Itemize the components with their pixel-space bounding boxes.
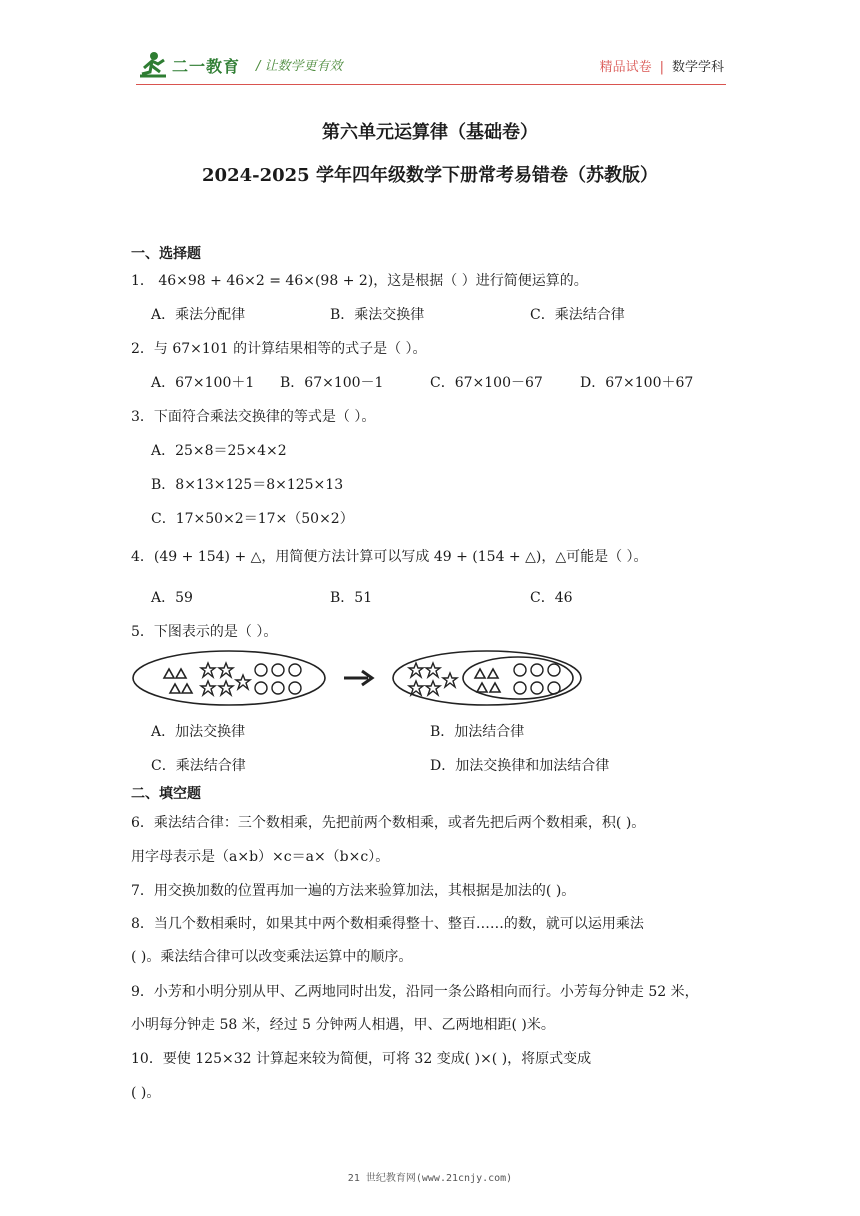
logo-text: 二一教育 bbox=[172, 57, 241, 76]
question-8-line2: ( )。乘法结合律可以改变乘法运算中的顺序。 bbox=[131, 949, 413, 965]
q2-option-b: B．67×100－1 bbox=[280, 375, 384, 391]
page-title: 第六单元运算律（基础卷） bbox=[322, 122, 538, 143]
header-divider bbox=[136, 84, 726, 85]
header-right bbox=[600, 56, 724, 75]
star-icons-right bbox=[409, 663, 457, 695]
section-fill-heading: 二、填空题 bbox=[131, 786, 201, 802]
q4-option-b: B．51 bbox=[330, 590, 373, 606]
question-5: 5．下图表示的是（ ）。 bbox=[131, 624, 278, 640]
q3-option-b: B．8×13×125＝8×125×13 bbox=[151, 477, 344, 493]
section-choice-heading: 一、选择题 bbox=[131, 246, 201, 262]
q2-option-c: C．67×100－67 bbox=[430, 375, 543, 391]
question-1: 1． 46×98 + 46×2 = 46×(98 + 2)，这是根据（ ）进行简便运算的。 bbox=[131, 273, 588, 289]
premium-tag: 精品试卷 bbox=[599, 60, 652, 75]
circle-icons bbox=[255, 664, 301, 694]
left-ellipse-group bbox=[133, 651, 325, 705]
question-9-line2: 小明每分钟走 58 米，经过 5 分钟两人相遇，甲、乙两地相距( )米。 bbox=[131, 1017, 555, 1033]
question-8-line1: 8．当几个数相乘时，如果其中两个数相乘得整十、整百……的数，就可以运用乘法 bbox=[131, 916, 644, 932]
left-ellipse bbox=[133, 651, 325, 705]
q4-option-a: A．59 bbox=[151, 590, 193, 606]
subject-label: 数学学科 bbox=[671, 60, 724, 75]
q5-option-a: A．加法交换律 bbox=[151, 724, 246, 740]
q5-option-c: C．乘法结合律 bbox=[151, 758, 246, 774]
question-7: 7．用交换加数的位置再加一遍的方法来验算加法，其根据是加法的( )。 bbox=[131, 883, 576, 899]
question-4: 4．(49 + 154) + △，用简便方法计算可以写成 49 + (154 + △)，△可能是（ ）。 bbox=[131, 549, 648, 565]
footer-source: 21 世纪教育网(www.21cnjy.com) bbox=[347, 1173, 513, 1184]
q4-option-c: C．46 bbox=[530, 590, 573, 606]
right-ellipse-group bbox=[393, 651, 581, 705]
question-10-line1: 10．要使 125×32 计算起来较为简便，可将 32 变成( )×( )，将原式变成 bbox=[131, 1051, 592, 1067]
question-10-line2: ( )。 bbox=[131, 1085, 161, 1101]
question-6-line2: 用字母表示是（a×b）×c＝a×（b×c）。 bbox=[131, 849, 390, 865]
q1-option-b: B．乘法交换律 bbox=[330, 307, 425, 323]
q3-option-a: A．25×8＝25×4×2 bbox=[151, 443, 287, 459]
question-3: 3．下面符合乘法交换律的等式是（ ）。 bbox=[131, 409, 376, 425]
q2-option-a: A．67×100＋1 bbox=[151, 375, 255, 391]
triangle-icons-right bbox=[475, 669, 500, 692]
q3-option-c: C．17×50×2＝17×（50×2） bbox=[151, 511, 354, 527]
question-2: 2．与 67×101 的计算结果相等的式子是（ ）。 bbox=[131, 341, 427, 357]
q1-option-a: A．乘法分配律 bbox=[151, 307, 246, 323]
arrow-icon bbox=[344, 671, 372, 685]
q2-option-d: D．67×100＋67 bbox=[580, 375, 694, 391]
slogan: / 让数学更有效 bbox=[256, 59, 343, 74]
question-6-line1: 6．乘法结合律：三个数相乘，先把前两个数相乘，或者先把后两个数相乘，积( )。 bbox=[131, 815, 646, 831]
header-separator: | bbox=[659, 60, 664, 75]
page-subtitle: 2024-2025 学年四年级数学下册常考易错卷（苏教版） bbox=[202, 165, 658, 186]
circle-icons-right bbox=[514, 664, 560, 694]
triangle-icons bbox=[164, 669, 192, 693]
q5-figure bbox=[132, 646, 692, 710]
question-9-line1: 9．小芳和小明分别从甲、乙两地同时出发，沿同一条公路相向而行。小芳每分钟走 52 米， bbox=[131, 984, 699, 1000]
q5-option-b: B．加法结合律 bbox=[430, 724, 525, 740]
q5-option-d: D．加法交换律和加法结合律 bbox=[430, 758, 610, 774]
q1-option-c: C．乘法结合律 bbox=[530, 307, 625, 323]
star-icons bbox=[201, 663, 250, 695]
